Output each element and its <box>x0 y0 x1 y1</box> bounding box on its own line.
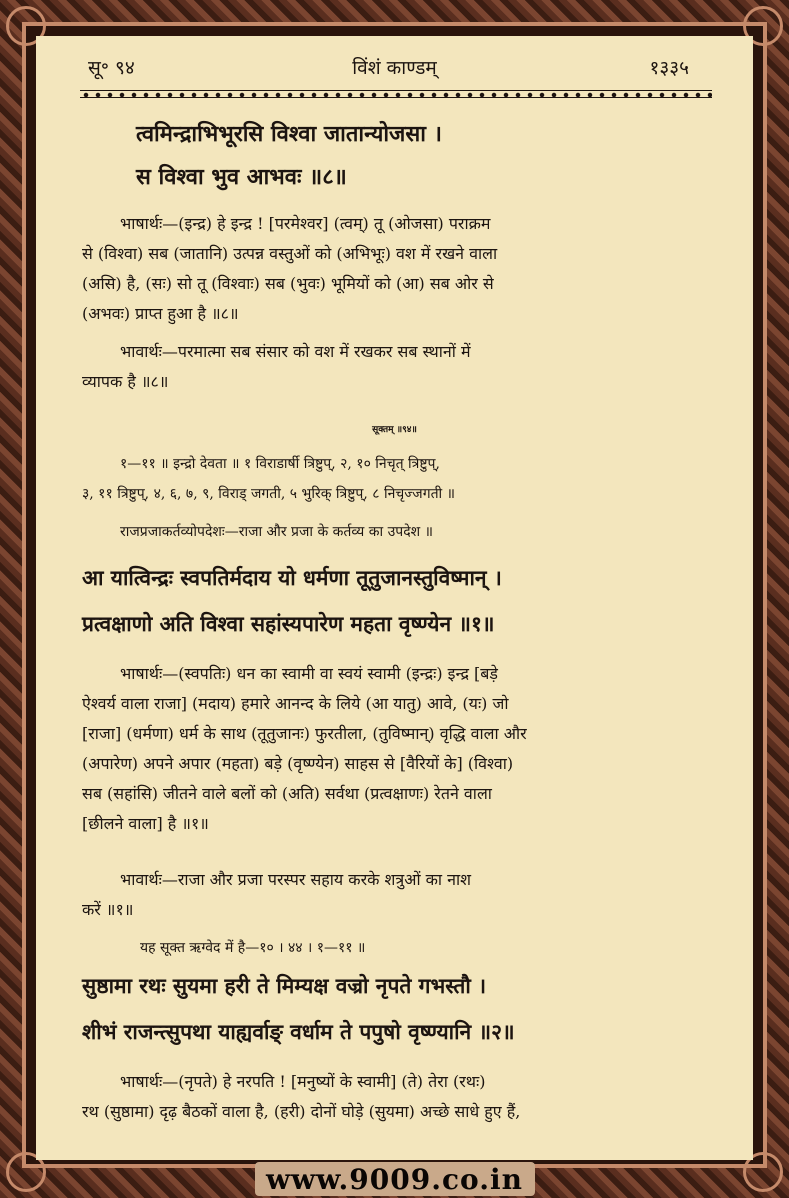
sukta-title: सूक्तम् ॥९४॥ <box>372 425 417 435</box>
bhavartha-8-line-2: व्यापक है ॥८॥ <box>82 372 169 391</box>
document-page <box>36 36 753 1160</box>
bhavartha-8-line-1: भावार्थः—परमात्मा सब संसार को वश में रखकर सब स्थानों में <box>120 342 471 361</box>
bhashartha-1-line-4: (अपारेण) अपने अपार (महता) बड़े (वृष्ण्येन) साहस से [वैरियों के] (विश्वा) <box>82 754 514 773</box>
website-url: www.9009.co.in <box>266 1163 523 1196</box>
rigveda-reference: यह सूक्त ऋग्वेद में है—१० । ४४ । १—११ ॥ <box>140 940 366 956</box>
mantra-8-line-1: त्वमिन्द्राभिभूरसि विश्वा जातान्योजसा । <box>136 121 442 147</box>
bhashartha-2-line-2: रथ (सुष्ठामा) दृढ़ बैठकों वाला है, (हरी) दोनों घोड़े (सुयमा) अच्छे साधे हुए हैं, <box>82 1102 521 1121</box>
bhashartha-1-line-3: [राजा] (धर्मणा) धर्म के साथ (तूतुजानः) फुरतीला, (तुविष्मान्) वृद्धि वाला और <box>82 724 527 743</box>
bhashartha-1-line-1: भाषार्थः—(स्वपतिः) धन का स्वामी वा स्वयं स्वामी (इन्द्रः) इन्द्र [बड़े <box>120 664 498 683</box>
sukta-meta-line-1: १—११ ॥ इन्द्रो देवता ॥ १ विराडार्षी त्रिष्टुप्, २, १० निचृत् त्रिष्टुप्, <box>120 456 440 472</box>
bhashartha-8-line-4: (अभवः) प्राप्त हुआ है ॥८॥ <box>82 304 239 323</box>
bhavartha-1-line-1: भावार्थः—राजा और प्रजा परस्पर सहाय करके शत्रुओं का नाश <box>120 870 472 889</box>
bhashartha-1-line-2: ऐश्वर्य वाला राजा] (मदाय) हमारे आनन्द के लिये (आ यातु) आवे, (यः) जो <box>82 694 509 713</box>
sukta-meta-line-2: ३, ११ त्रिष्टुप्, ४, ६, ७, ९, विराड् जगती, ५ भुरिक् त्रिष्टुप्, ८ निचृज्जगती ॥ <box>82 486 456 502</box>
mantra-2-line-1: सुष्ठामा रथः सुयमा हरी ते मिम्यक्ष वज्रो नृपते गभस्तौ । <box>82 973 487 998</box>
page-number: १३३५ <box>649 57 689 79</box>
sukta-number: सू॰ ९४ <box>88 57 135 79</box>
mantra-8-line-2: स विश्वा भुव आभवः ॥८॥ <box>136 164 347 190</box>
header-divider <box>80 90 712 98</box>
mantra-2-line-2: शीभं राजन्त्सुपथा याह्यर्वाङ् वर्धाम ते पपुषो वृष्ण्यानि ॥२॥ <box>82 1019 515 1044</box>
mantra-1-line-2: प्रत्वक्षाणो अति विश्वा सहांस्यपारेण महता वृष्ण्येन ॥१॥ <box>82 611 495 636</box>
bhashartha-2-line-1: भाषार्थः—(नृपते) हे नरपति ! [मनुष्यों के स्वामी] (ते) तेरा (रथः) <box>120 1072 486 1091</box>
bhavartha-1-line-2: करें ॥१॥ <box>82 900 134 919</box>
bhashartha-1-line-5: सब (सहांसि) जीतने वाले बलों को (अति) सर्वथा (प्रत्वक्षाणः) रेतने वाला <box>82 784 492 803</box>
bhashartha-8-line-1: भाषार्थः—(इन्द्र) हे इन्द्र ! [परमेश्वर] (त्वम्) तू (ओजसा) पराक्रम <box>120 214 491 233</box>
mantra-1-line-1: आ यात्विन्द्रः स्वपतिर्मदाय यो धर्मणा तूतुजानस्तुविष्मान् । <box>82 565 502 590</box>
kanda-title: विंशं काण्डम् <box>352 57 437 79</box>
page-header <box>36 54 753 84</box>
sukta-topic: राजप्रजाकर्तव्योपदेशः—राजा और प्रजा के कर्तव्य का उपदेश ॥ <box>120 524 433 540</box>
bhashartha-8-line-3: (असि) है, (सः) सो तू (विश्वाः) सब (भुवः) भूमियों को (आ) सब ओर से <box>82 274 494 293</box>
bhashartha-8-line-2: से (विश्वा) सब (जातानि) उत्पन्न वस्तुओं को (अभिभूः) वश में रखने वाला <box>82 244 498 263</box>
bhashartha-1-line-6: [छीलने वाला] है ॥१॥ <box>82 814 209 833</box>
